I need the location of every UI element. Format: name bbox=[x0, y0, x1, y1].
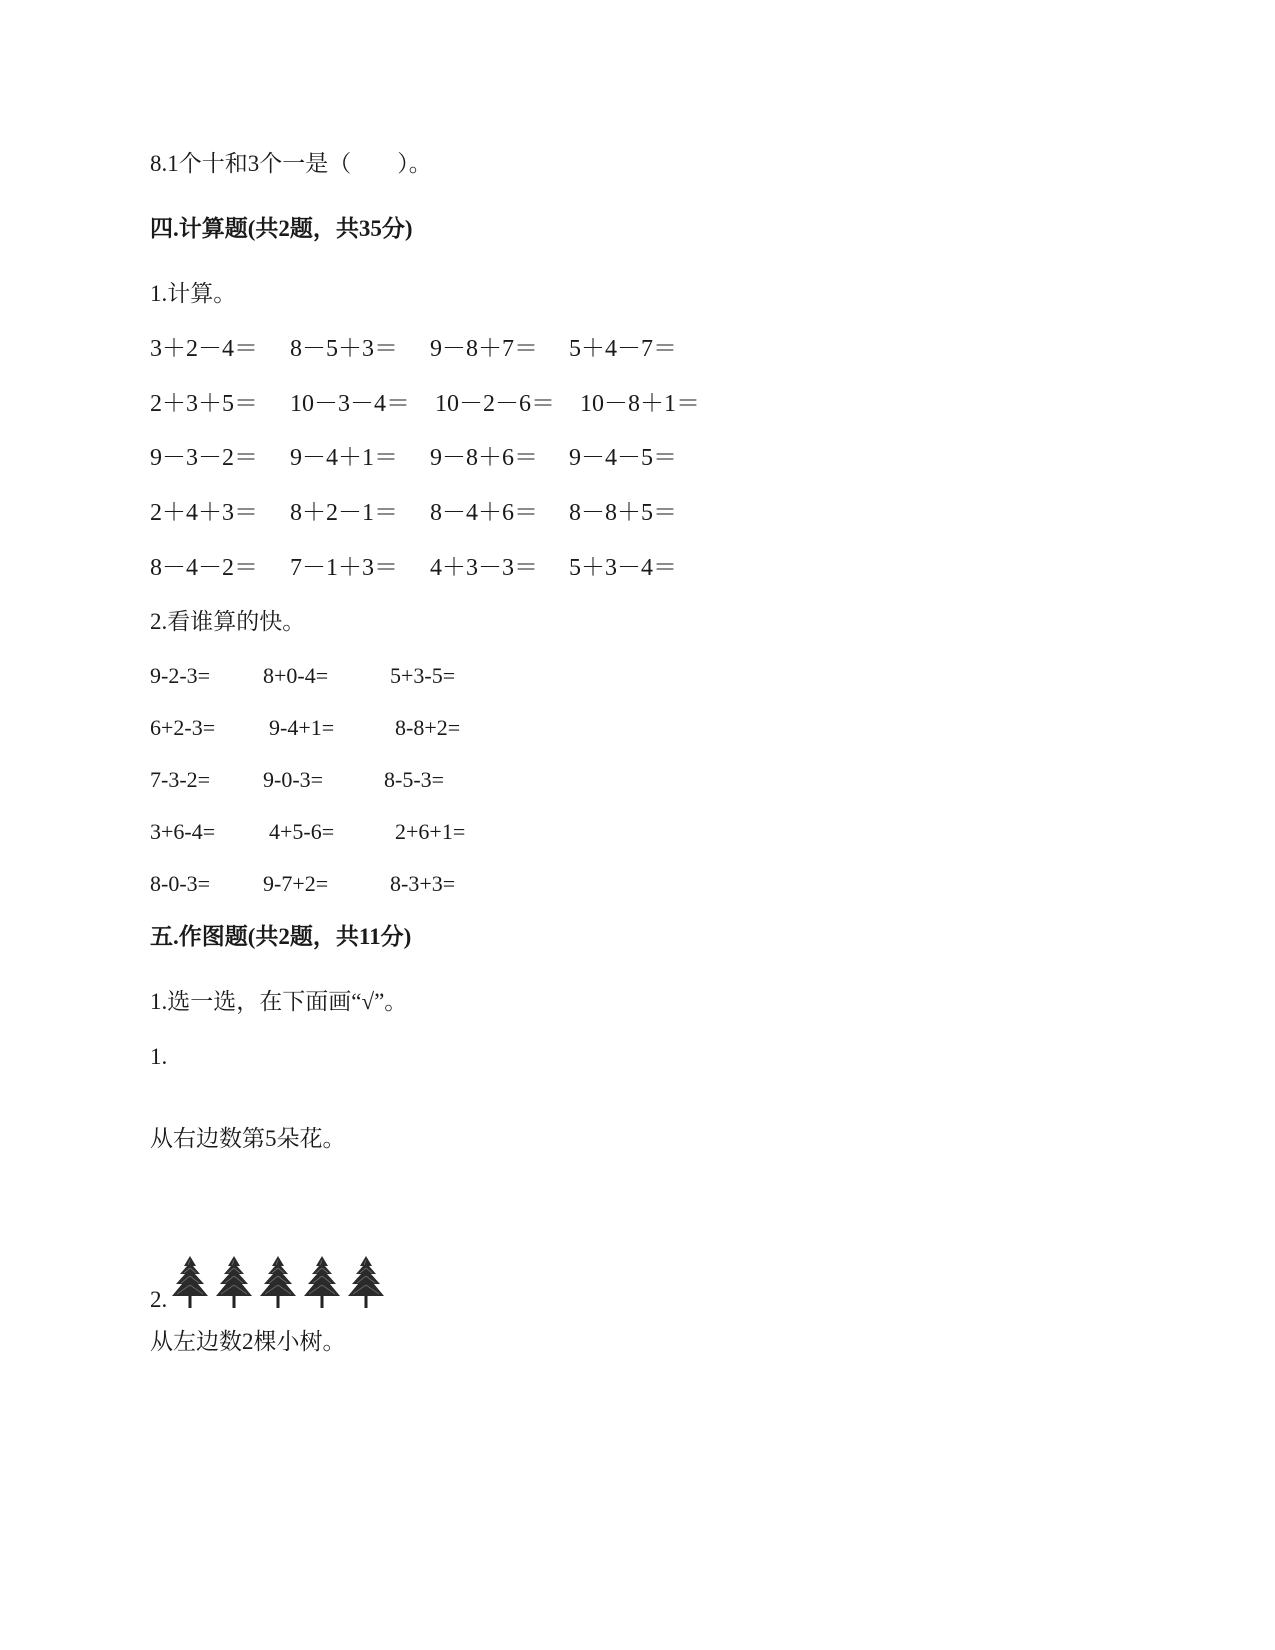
quick-item: 9-2-3= bbox=[150, 663, 211, 688]
quick-calc-title: 2.看谁算的快。 bbox=[150, 609, 306, 634]
tree-icon bbox=[260, 1256, 296, 1308]
section-4-heading: 四.计算题(共2题，共35分) bbox=[150, 216, 413, 241]
trees-image bbox=[168, 1256, 388, 1310]
tree-icon bbox=[304, 1256, 340, 1308]
quick-item: 8-0-3= bbox=[150, 871, 211, 896]
calc-item: 8－5＋3＝ bbox=[290, 336, 398, 362]
section-5-heading: 五.作图题(共2题，共11分) bbox=[150, 924, 412, 949]
quick-item: 4+5-6= bbox=[269, 819, 335, 844]
quick-item: 9-0-3= bbox=[263, 767, 324, 792]
item-2-text: 从左边数2棵小树。 bbox=[150, 1329, 346, 1354]
calc-item: 9－3－2＝ bbox=[150, 445, 258, 471]
calc-item: 8－8＋5＝ bbox=[569, 500, 677, 526]
quick-item: 5+3-5= bbox=[390, 663, 456, 688]
calc-item: 2＋3＋5＝ bbox=[150, 391, 258, 417]
item-1-text: 从右边数第5朵花。 bbox=[150, 1126, 346, 1151]
tree-icon bbox=[348, 1256, 384, 1308]
quick-item: 7-3-2= bbox=[150, 767, 211, 792]
drawing-question-title: 1.选一选，在下面画“√”。 bbox=[150, 989, 408, 1014]
calc-item: 5＋3－4＝ bbox=[569, 555, 677, 581]
calc-item: 7－1＋3＝ bbox=[290, 555, 398, 581]
quick-item: 2+6+1= bbox=[395, 819, 466, 844]
calc-item: 8－4＋6＝ bbox=[430, 500, 538, 526]
quick-item: 8+0-4= bbox=[263, 663, 329, 688]
quick-item: 8-8+2= bbox=[395, 715, 461, 740]
quick-item: 8-5-3= bbox=[384, 767, 445, 792]
calc-item: 9－8＋7＝ bbox=[430, 336, 538, 362]
quick-item: 9-4+1= bbox=[269, 715, 335, 740]
calc-item: 5＋4－7＝ bbox=[569, 336, 677, 362]
calc-item: 3＋2－4＝ bbox=[150, 336, 258, 362]
quick-item: 9-7+2= bbox=[263, 871, 329, 896]
calc-item: 9－4＋1＝ bbox=[290, 445, 398, 471]
calc-item: 10－2－6＝ bbox=[435, 391, 555, 417]
calc-item: 2＋4＋3＝ bbox=[150, 500, 258, 526]
calc-question-title: 1.计算。 bbox=[150, 281, 237, 306]
calc-item: 10－8＋1＝ bbox=[580, 391, 700, 417]
item-1-label: 1. bbox=[150, 1044, 168, 1069]
calc-item: 9－4－5＝ bbox=[569, 445, 677, 471]
question-8: 8.1个十和3个一是（ ）。 bbox=[150, 151, 432, 176]
item-2-label: 2. bbox=[150, 1287, 168, 1312]
quick-item: 6+2-3= bbox=[150, 715, 216, 740]
calc-item: 8－4－2＝ bbox=[150, 555, 258, 581]
calc-item: 8＋2－1＝ bbox=[290, 500, 398, 526]
calc-item: 4＋3－3＝ bbox=[430, 555, 538, 581]
tree-icon bbox=[216, 1256, 252, 1308]
quick-item: 3+6-4= bbox=[150, 819, 216, 844]
calc-item: 10－3－4＝ bbox=[290, 391, 410, 417]
quick-item: 8-3+3= bbox=[390, 871, 456, 896]
tree-icon bbox=[172, 1256, 208, 1308]
calc-item: 9－8＋6＝ bbox=[430, 445, 538, 471]
